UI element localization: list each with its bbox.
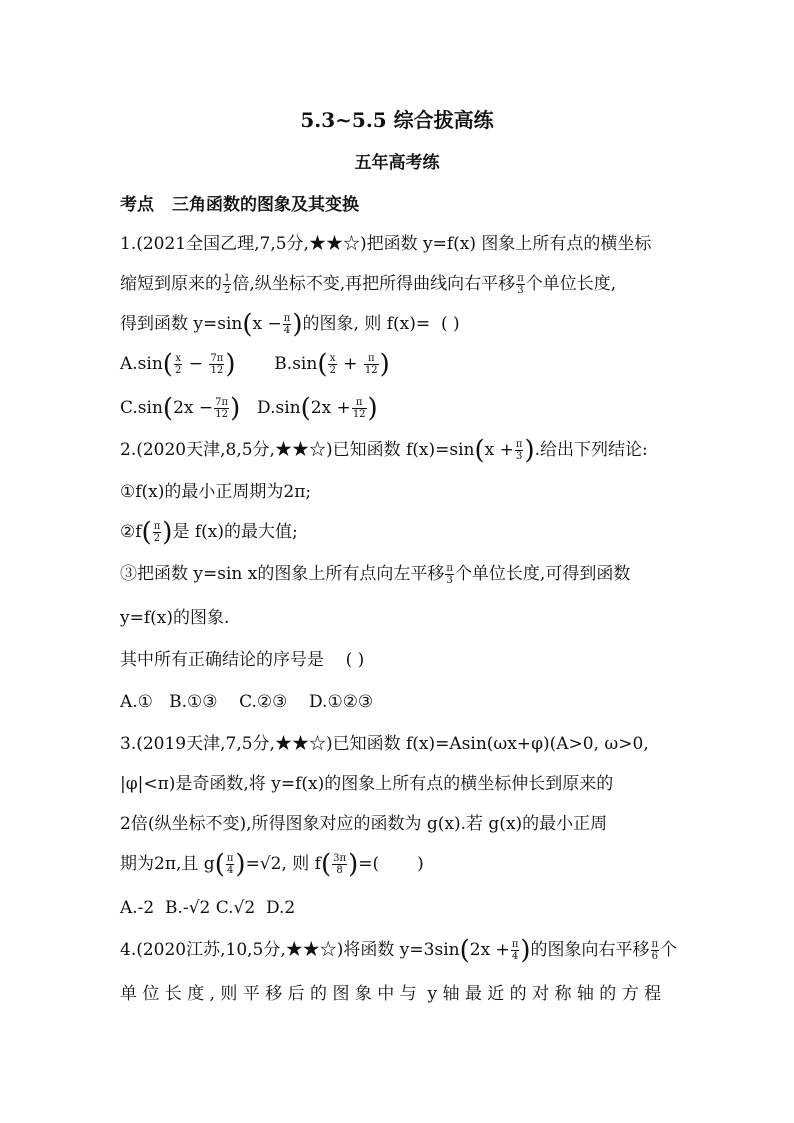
q2-conclusion-1: ①f(x)的最小正周期为2π; [120, 482, 312, 502]
section-heading [120, 190, 359, 215]
fraction: $\frac{1}{2}$ [224, 273, 231, 296]
q3-line-2: |φ|<π)是奇函数,将 y=f(x)的图象上所有点的横坐标伸长到原来的 [120, 774, 614, 794]
page-title: 5.3~5.5 综合拔高练 [300, 108, 494, 132]
fraction: $\frac{\pi}{3}$ [446, 563, 453, 586]
q4-line-1: 4.(2020江苏,10,5分,★★☆)将函数 y=3sin(2x + $\frac{\pi}{4}$ )的图象向右平移 $\frac{\pi}{6}$ 个 [120, 935, 678, 966]
q1-options-ab [120, 349, 390, 380]
q3-line-4: 期为2π,且 g( $\frac{\pi}{4}$ )=√2, 则 f( $\frac{3\pi}{8}$ )=( ) [120, 849, 424, 880]
fraction: $\frac{\pi}{4}$ [283, 313, 291, 336]
page-subtitle: 五年高考练 [354, 153, 440, 173]
q1-line-3: 得到函数 y=sin(x − $\frac{\pi}{4}$ )的图象, 则 f(x)= ( ) [120, 309, 460, 340]
q4-line-2: 单 位 长 度 , 则 平 移 后 的 图 象 中 与 y 轴 最 近 的 对 称 轴 的 方 程 [120, 984, 662, 1004]
q2-conclusion-3-cont: y=f(x)的图象. [120, 608, 230, 628]
option-b: B.sin( $\frac{x}{2}$ + $\frac{\pi}{12}$ ) [274, 349, 390, 380]
q3-options: A.-2 B.-√2 C.√2 D.2 [120, 898, 296, 918]
option-c: C.sin(2x − $\frac{7\pi}{12}$ ) [120, 393, 241, 424]
q3-line-1: 3.(2019天津,7,5分,★★☆)已知函数 f(x)=Asin(ωx+φ)(A>0, ω>0, [120, 734, 649, 754]
q1-options-cd [120, 393, 378, 424]
option-a: A.sin( $\frac{x}{2}$ − $\frac{7\pi}{12}$ ) [120, 349, 236, 380]
q2-options: A.① B.①③ C.②③ D.①②③ [120, 692, 374, 712]
fraction: $\frac{\pi}{4}$ [226, 853, 234, 876]
section-title: 三角函数的图象及其变换 [172, 195, 359, 215]
answer-blank: ( ) [440, 314, 460, 334]
q2-line-1: 2.(2020天津,8,5分,★★☆)已知函数 f(x)=sin(x + $\frac{\pi}{3}$ ).给出下列结论: [120, 435, 648, 466]
fraction: $\frac{\pi}{4}$ [511, 939, 519, 962]
fraction: $\frac{\pi}{3}$ [517, 273, 524, 296]
option-d: D.sin(2x + $\frac{\pi}{12}$ ) [257, 393, 378, 424]
fraction: $\frac{3\pi}{8}$ [333, 853, 347, 876]
q2-conclusion-3: ③把函数 y=sin x的图象上所有点向左平移 $\frac{\pi}{3}$ 个单位长度,可得到函数 [120, 563, 631, 586]
q1-line-1: 1.(2021全国乙理,7,5分,★★☆)把函数 y=f(x) 图象上所有点的横坐标 [120, 234, 652, 254]
q2-question: 其中所有正确结论的序号是 ( ) [120, 650, 365, 670]
fraction: $\frac{\pi}{6}$ [651, 939, 659, 962]
answer-blank: ( ) [345, 650, 365, 670]
fraction: $\frac{\pi}{3}$ [515, 439, 523, 462]
q1-line-2: 缩短到原来的 $\frac{1}{2}$ 倍,纵坐标不变,再把所得曲线向右平移 $\frac{\pi}{3}$ 个单位长度, [120, 273, 617, 296]
q2-conclusion-2: ②f( $\frac{\pi}{2}$ )是 f(x)的最大值; [120, 517, 298, 548]
section-label: 考点 [120, 195, 154, 215]
fraction: $\frac{\pi}{2}$ [153, 521, 161, 544]
q3-line-3: 2倍(纵坐标不变),所得图象对应的函数为 g(x).若 g(x)的最小正周 [120, 814, 608, 834]
